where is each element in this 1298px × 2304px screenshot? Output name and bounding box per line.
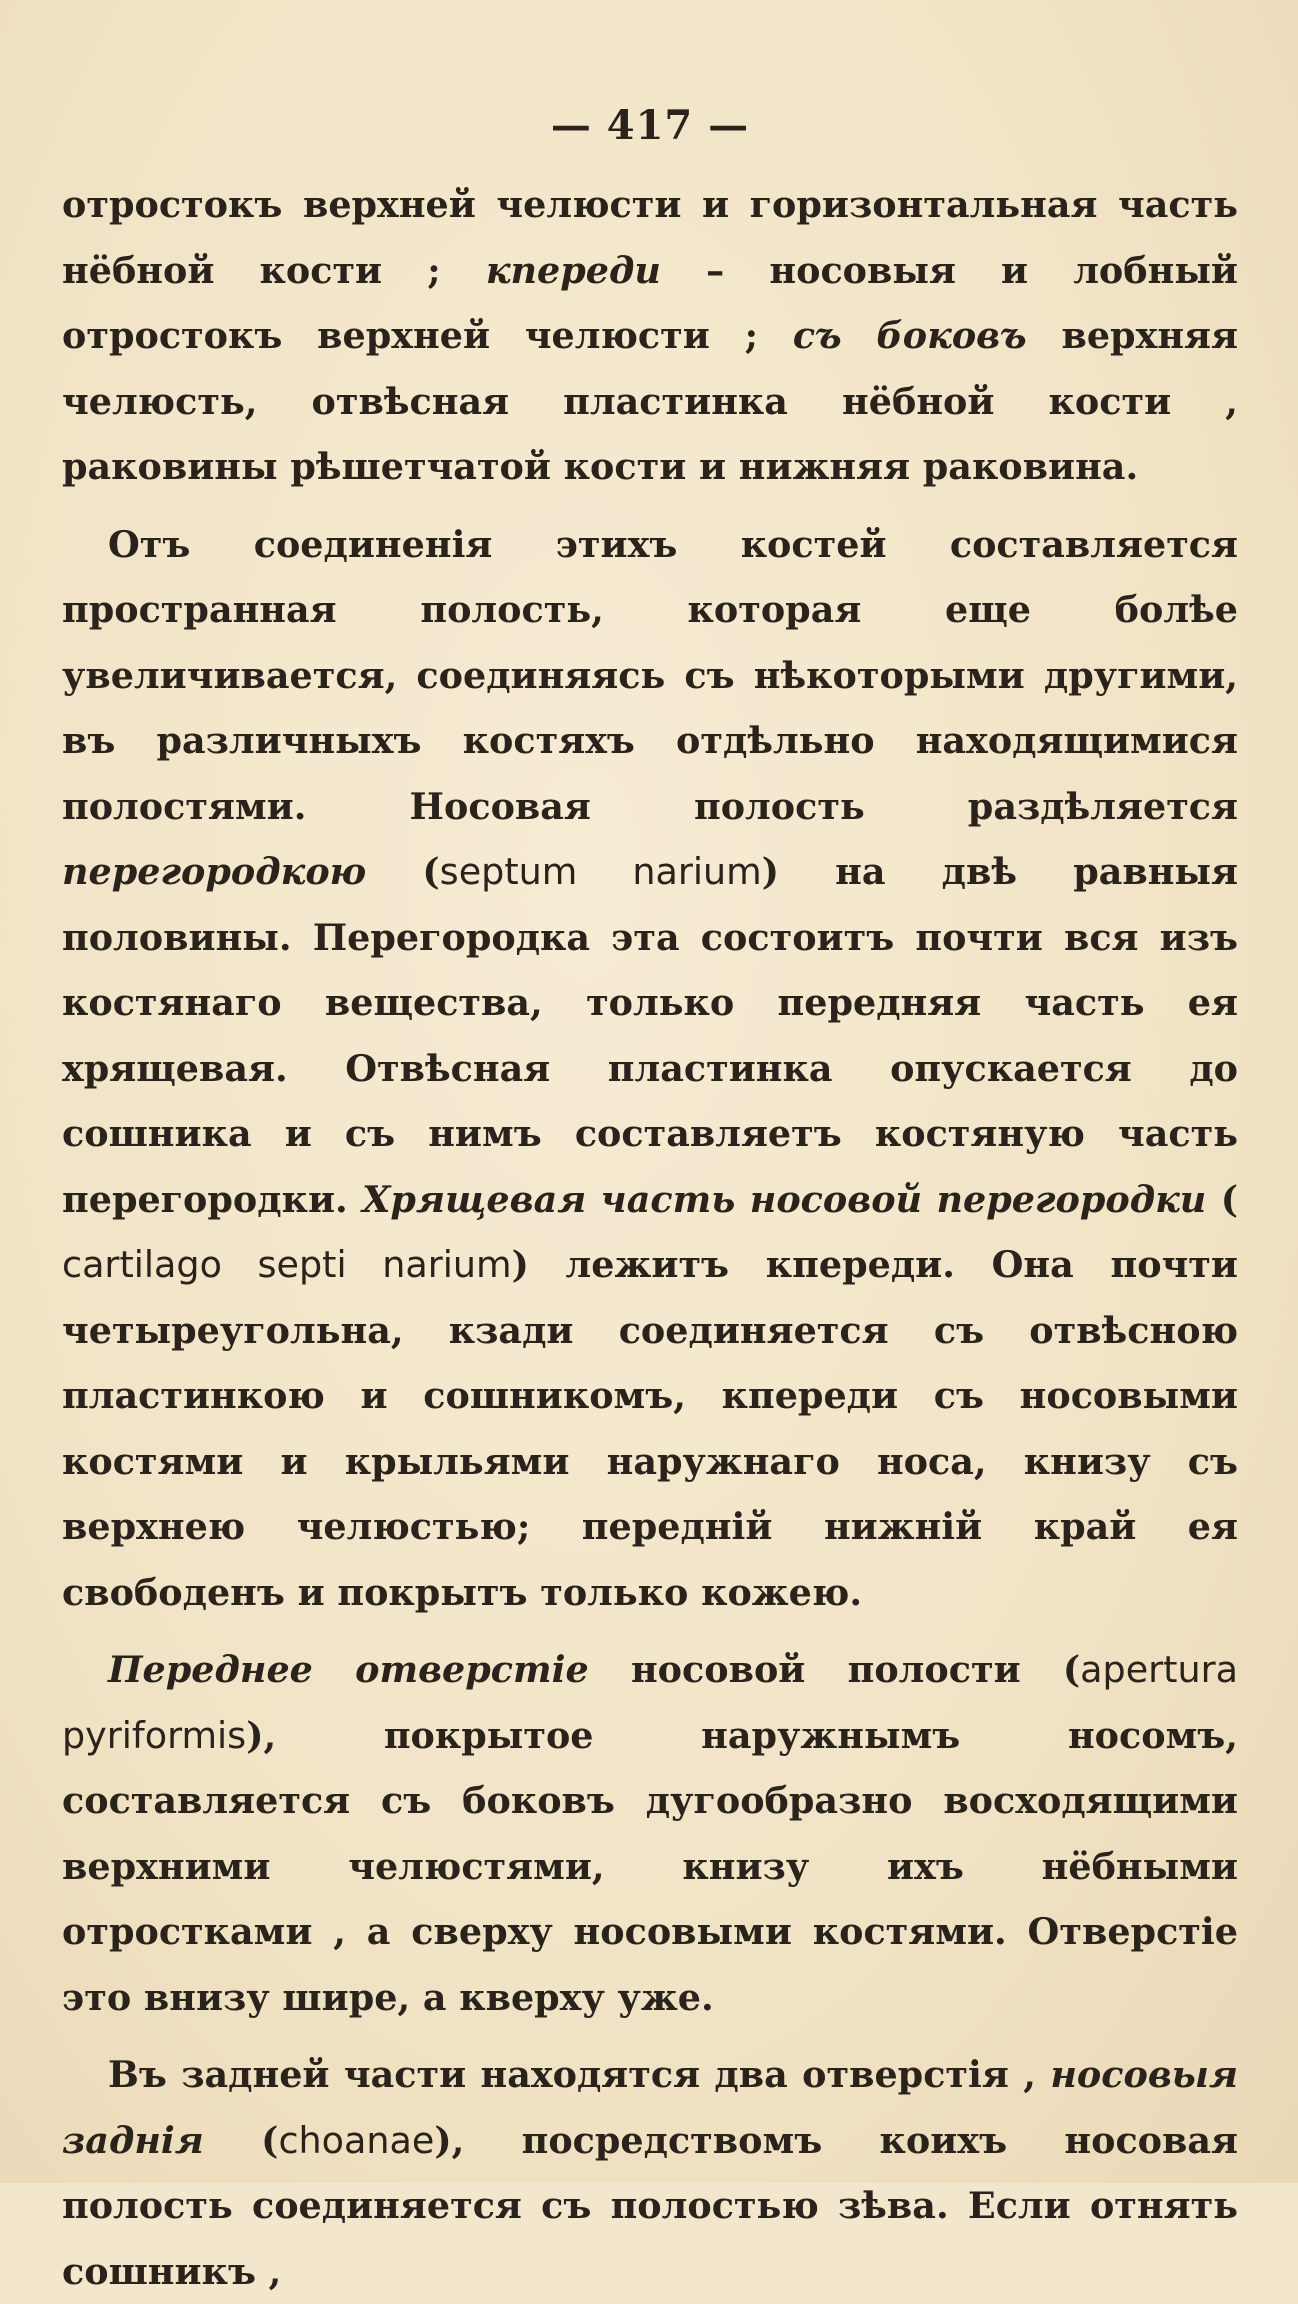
- emphasis-run: съ боковъ: [792, 314, 1027, 357]
- text-run: (: [366, 850, 440, 893]
- text-run: отростокъ верхней челюсти и горизонтальная часть нёбной кости ;: [62, 183, 1238, 292]
- paragraph-anterior-aperture: [62, 1637, 1238, 2030]
- paragraph-posterior-part: [62, 2042, 1238, 2304]
- emphasis-run: носовыя заднія: [62, 2053, 1238, 2162]
- text-run: ) лежитъ кпереди. Она почти четыреугольна, кзади соединяется съ отвѣсною пластинкою и сошникомъ, кпереди съ носовыми костями и крыльями наружнаго носа, книзу съ верхнею челюстью; передній нижній край ея свободенъ и покрытъ только кожею.: [62, 1243, 1238, 1614]
- emphasis-run: Хрящевая часть носовой перегородки: [362, 1177, 1207, 1221]
- latin-term: choanae: [278, 2118, 435, 2162]
- emphasis-run: Переднее отверстіе: [108, 1648, 589, 1691]
- text-run: ), покрытое наружнымъ носомъ, составляется съ боковъ дугообразно восходящими верхними челюстями, книзу ихъ нёбными отростками , а сверху носовыми костями. Отверстіе это внизу шире, а кверху уже.: [62, 1713, 1238, 2019]
- latin-term: apertura pyriformis: [62, 1648, 1238, 1757]
- text-run: – носовыя и лобный отростокъ верхней челюсти ;: [62, 248, 1238, 357]
- paragraph-continuation: [62, 172, 1238, 500]
- emphasis-run: кпереди: [485, 248, 661, 292]
- text-run: Отъ соединенія этихъ костей составляется пространная полость, которая еще болѣе увеличивается, соединяясь съ нѣкоторыми другими, въ различныхъ костяхъ отдѣльно находящимися полостями. Носовая полость раздѣляется: [62, 522, 1238, 828]
- text-run: носовой полости (: [588, 1648, 1081, 1691]
- page-number: — 417 —: [550, 102, 750, 149]
- text-run: ) на двѣ равныя половины. Перегородка эта состоитъ почти вся изъ костянаго вещества, только передняя часть ея хрящевая. Отвѣсная пластинка опускается до сошника и съ нимъ составляетъ костяную часть перегородки.: [62, 850, 1238, 1221]
- latin-term: cartilago septi narium: [62, 1243, 512, 1286]
- text-run: ), посредствомъ коихъ носовая полость соединяется съ полостью зѣва. Если отнять сошникъ ,: [62, 2118, 1238, 2293]
- paragraph-nasal-cavity: [62, 512, 1238, 1626]
- emphasis-run: перегородкою: [62, 850, 367, 893]
- text-run: верхняя челюсть, отвѣсная пластинка нёбной кости , раковины рѣшетчатой кости и нижняя раковина.: [62, 314, 1238, 488]
- text-run: (: [203, 2118, 279, 2162]
- text-run: (: [1206, 1177, 1238, 1221]
- text-run: Въ задней части находятся два отверстія ,: [108, 2053, 1051, 2096]
- latin-term: septum narium: [439, 850, 762, 893]
